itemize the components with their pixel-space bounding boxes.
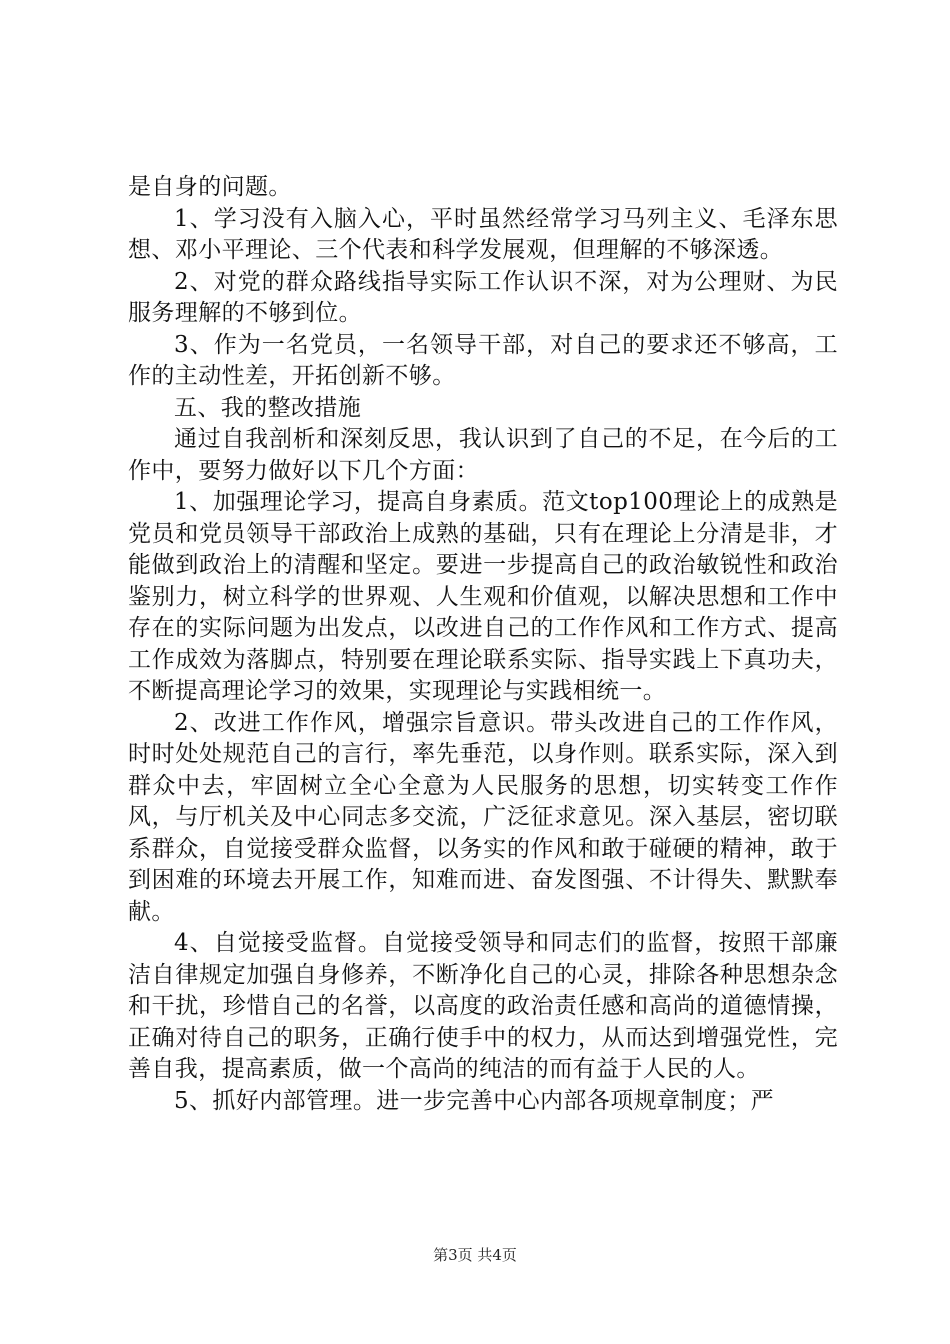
paragraph-continuation: 是自身的问题。 <box>128 174 292 200</box>
document-body <box>128 172 838 1117</box>
paragraph-item-2: 2、对党的群众路线指导实际工作认识不深，对为公理财、为民服务理解的不够到位。 <box>128 268 838 326</box>
paragraph-intro: 通过自我剖析和深刻反思，我认识到了自己的不足，在今后的工作中，要努力做好以下几个方面： <box>128 426 838 484</box>
paragraph-measure-5: 5、抓好内部管理。进一步完善中心内部各项规章制度；严 <box>174 1087 775 1114</box>
paragraph-item-1: 1、学习没有入脑入心，平时虽然经常学习马列主义、毛泽东思想、邓小平理论、三个代表和科学发展观，但理解的不够深透。 <box>128 205 838 263</box>
paragraph-measure-2: 2、改进工作作风，增强宗旨意识。带头改进自己的工作作风，时时处处规范自己的言行，率先垂范，以身作则。联系实际，深入到群众中去，牢固树立全心全意为人民服务的思想，切实转变工作作风，与厅机关及中心同志多交流，广泛征求意见。深入基层，密切联系群众，自觉接受群众监督，以务实的作风和敢于碰硬的精神，敢于到困难的环境去开展工作，知难而进、奋发图强、不计得失、默默奉献。 <box>128 709 838 925</box>
section-heading: 五、我的整改措施 <box>174 394 362 421</box>
paragraph-item-3: 3、作为一名党员，一名领导干部，对自己的要求还不够高，工作的主动性差，开拓创新不够。 <box>128 331 838 389</box>
paragraph-measure-4: 4、自觉接受监督。自觉接受领导和同志们的监督，按照干部廉洁自律规定加强自身修养，不断净化自己的心灵，排除各种思想杂念和干扰，珍惜自己的名誉，以高度的政治责任感和高尚的道德情操，正确对待自己的职务，正确行使手中的权力，从而达到增强党性，完善自我，提高素质，做一个高尚的纯洁的而有益于人民的人。 <box>128 930 838 1082</box>
page-footer: 第3页 共4页 <box>433 1246 517 1264</box>
paragraph-measure-1: 1、加强理论学习，提高自身素质。范文top100理论上的成熟是党员和党员领导干部政治上成熟的基础，只有在理论上分清是非，才能做到政治上的清醒和坚定。要进一步提高自己的政治敏锐性和政治鉴别力，树立科学的世界观、人生观和价值观，以解决思想和工作中存在的实际问题为出发点，以改进自己的工作作风和工作方式、提高工作成效为落脚点，特别要在理论联系实际、指导实践上下真功夫，不断提高理论学习的效果，实现理论与实践相统一。 <box>128 489 838 704</box>
